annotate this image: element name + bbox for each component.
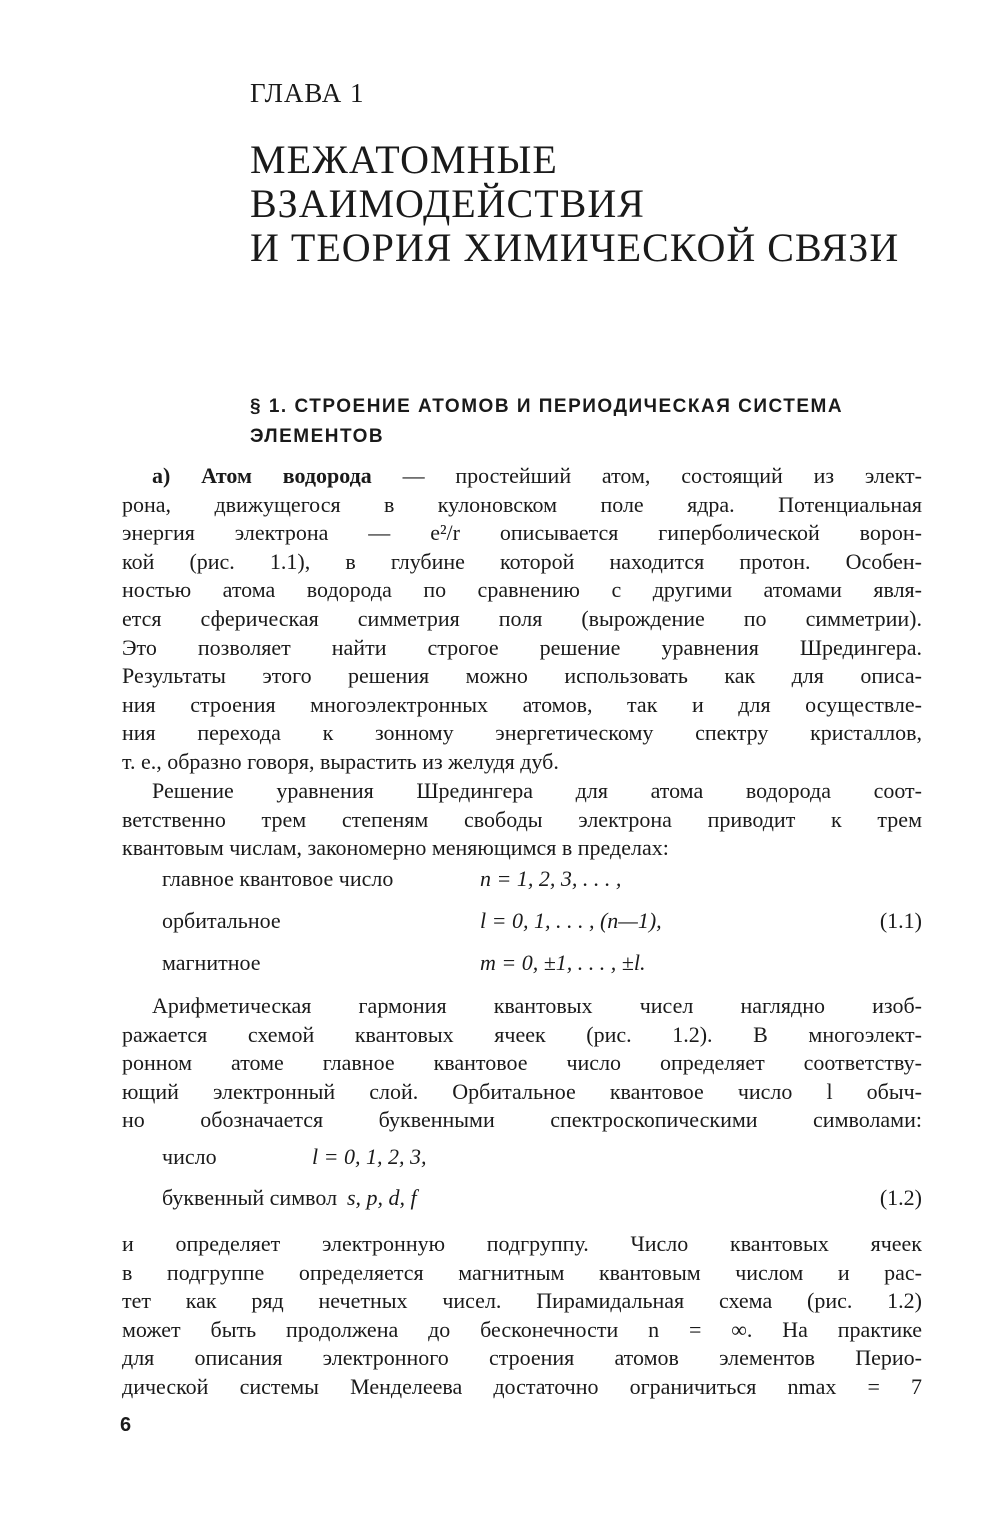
section-heading — [250, 392, 910, 452]
equation-row — [162, 1185, 922, 1215]
paragraph-hydrogen-atom — [122, 462, 922, 777]
chapter-title-line: ВЗАИМОДЕЙСТВИЯ — [250, 181, 645, 226]
text-line: энергия электрона — e²/r описывается гиперболической ворон- — [122, 520, 922, 546]
text-line: и определяет электронную подгруппу. Число квантовых ячеек — [122, 1231, 922, 1256]
text-line: ющий электронный слой. Орбитальное квантовое число l обыч- — [122, 1078, 922, 1104]
text-line: Результаты этого решения можно использовать как для описа- — [122, 663, 922, 689]
text-line: ется сферическая симметрия поля (вырождение по симметрии). — [122, 605, 922, 631]
equation-expression: s, p, d, f — [347, 1185, 417, 1210]
text-line: но обозначается буквенными спектроскопическими символами: — [122, 1107, 922, 1133]
text-line: Решение уравнения Шредингера для атома водорода соот- — [152, 778, 922, 803]
equation-row — [162, 1144, 922, 1174]
equation-expression: n = 1, 2, 3, . . . , — [480, 866, 622, 891]
chapter-title-line: И ТЕОРИЯ ХИМИЧЕСКОЙ СВЯЗИ — [250, 225, 900, 270]
equation-number: (1.1) — [879, 908, 922, 933]
equation-row — [162, 908, 922, 938]
chapter-title — [250, 138, 950, 270]
text-line: может быть продолжена до бесконечности n = ∞. На практике — [122, 1316, 922, 1342]
text-line: ния перехода к зонному энергетическому спектру кристаллов, — [122, 720, 922, 746]
paragraph-lead: а) Атом водорода — [152, 463, 372, 488]
equation-expression: m = 0, ±1, . . . , ±l. — [480, 950, 646, 975]
equation-number: (1.2) — [879, 1185, 922, 1210]
text-line: кой (рис. 1.1), в глубине которой находится протон. Особен- — [122, 548, 922, 574]
paragraph-quantum-cells — [122, 992, 922, 1135]
equation-row — [162, 950, 922, 980]
text-line: Это позволяет найти строгое решение уравнения Шредингера. — [122, 634, 922, 660]
equation-expression: l = 0, 1, . . . , (n—1), — [480, 908, 662, 933]
text-line: тет как ряд нечетных чисел. Пирамидальная схема (рис. 1.2) — [122, 1288, 922, 1314]
equation-expression: l = 0, 1, 2, 3, — [312, 1144, 427, 1169]
text-line: квантовым числам, закономерно меняющимся в пределах: — [122, 835, 669, 861]
text-line: ражается схемой квантовых ячеек (рис. 1.2). В многоэлект- — [122, 1021, 922, 1047]
page-number: 6 — [120, 1414, 132, 1436]
text-line: ронном атоме главное квантовое число определяет соответству- — [122, 1050, 922, 1076]
equation-label: орбитальное — [162, 908, 281, 933]
paragraph-schrodinger — [122, 777, 922, 863]
text-line: т. е., образно говоря, вырастить из желудя дуб. — [122, 748, 559, 774]
section-heading-line: ЭЛЕМЕНТОВ — [250, 426, 385, 447]
text-line: ния строения многоэлектронных атомов, так и для осуществле- — [122, 691, 922, 717]
paragraph-subgroups — [122, 1230, 922, 1402]
text-line: ностью атома водорода по сравнению с другими атомами явля- — [122, 577, 922, 603]
text-line: дической системы Менделеева достаточно ограничиться nmax = 7 — [122, 1373, 922, 1399]
equation-label: главное квантовое число — [162, 866, 394, 891]
text-line: а) Атом водорода — простейший атом, состоящий из элект- — [152, 463, 922, 488]
chapter-title-line: МЕЖАТОМНЫЕ — [250, 137, 558, 182]
text-line: Арифметическая гармония квантовых чисел наглядно изоб- — [152, 993, 922, 1018]
equation-label: буквенный символ — [162, 1185, 338, 1210]
text-line: рона, движущегося в кулоновском поле ядра. Потенциальная — [122, 491, 922, 517]
text-line: в подгруппе определяется магнитным квантовым числом и рас- — [122, 1259, 922, 1285]
text-line: ветственно трем степеням свободы электрона приводит к трем — [122, 806, 922, 832]
equation-row — [162, 866, 922, 896]
equation-label: магнитное — [162, 950, 261, 975]
text-line: для описания электронного строения атомов элементов Перио- — [122, 1345, 922, 1371]
section-heading-line: § 1. СТРОЕНИЕ АТОМОВ И ПЕРИОДИЧЕСКАЯ СИСТЕМА — [250, 396, 844, 417]
equation-label: число — [162, 1144, 217, 1169]
chapter-label: ГЛАВА 1 — [250, 78, 365, 108]
